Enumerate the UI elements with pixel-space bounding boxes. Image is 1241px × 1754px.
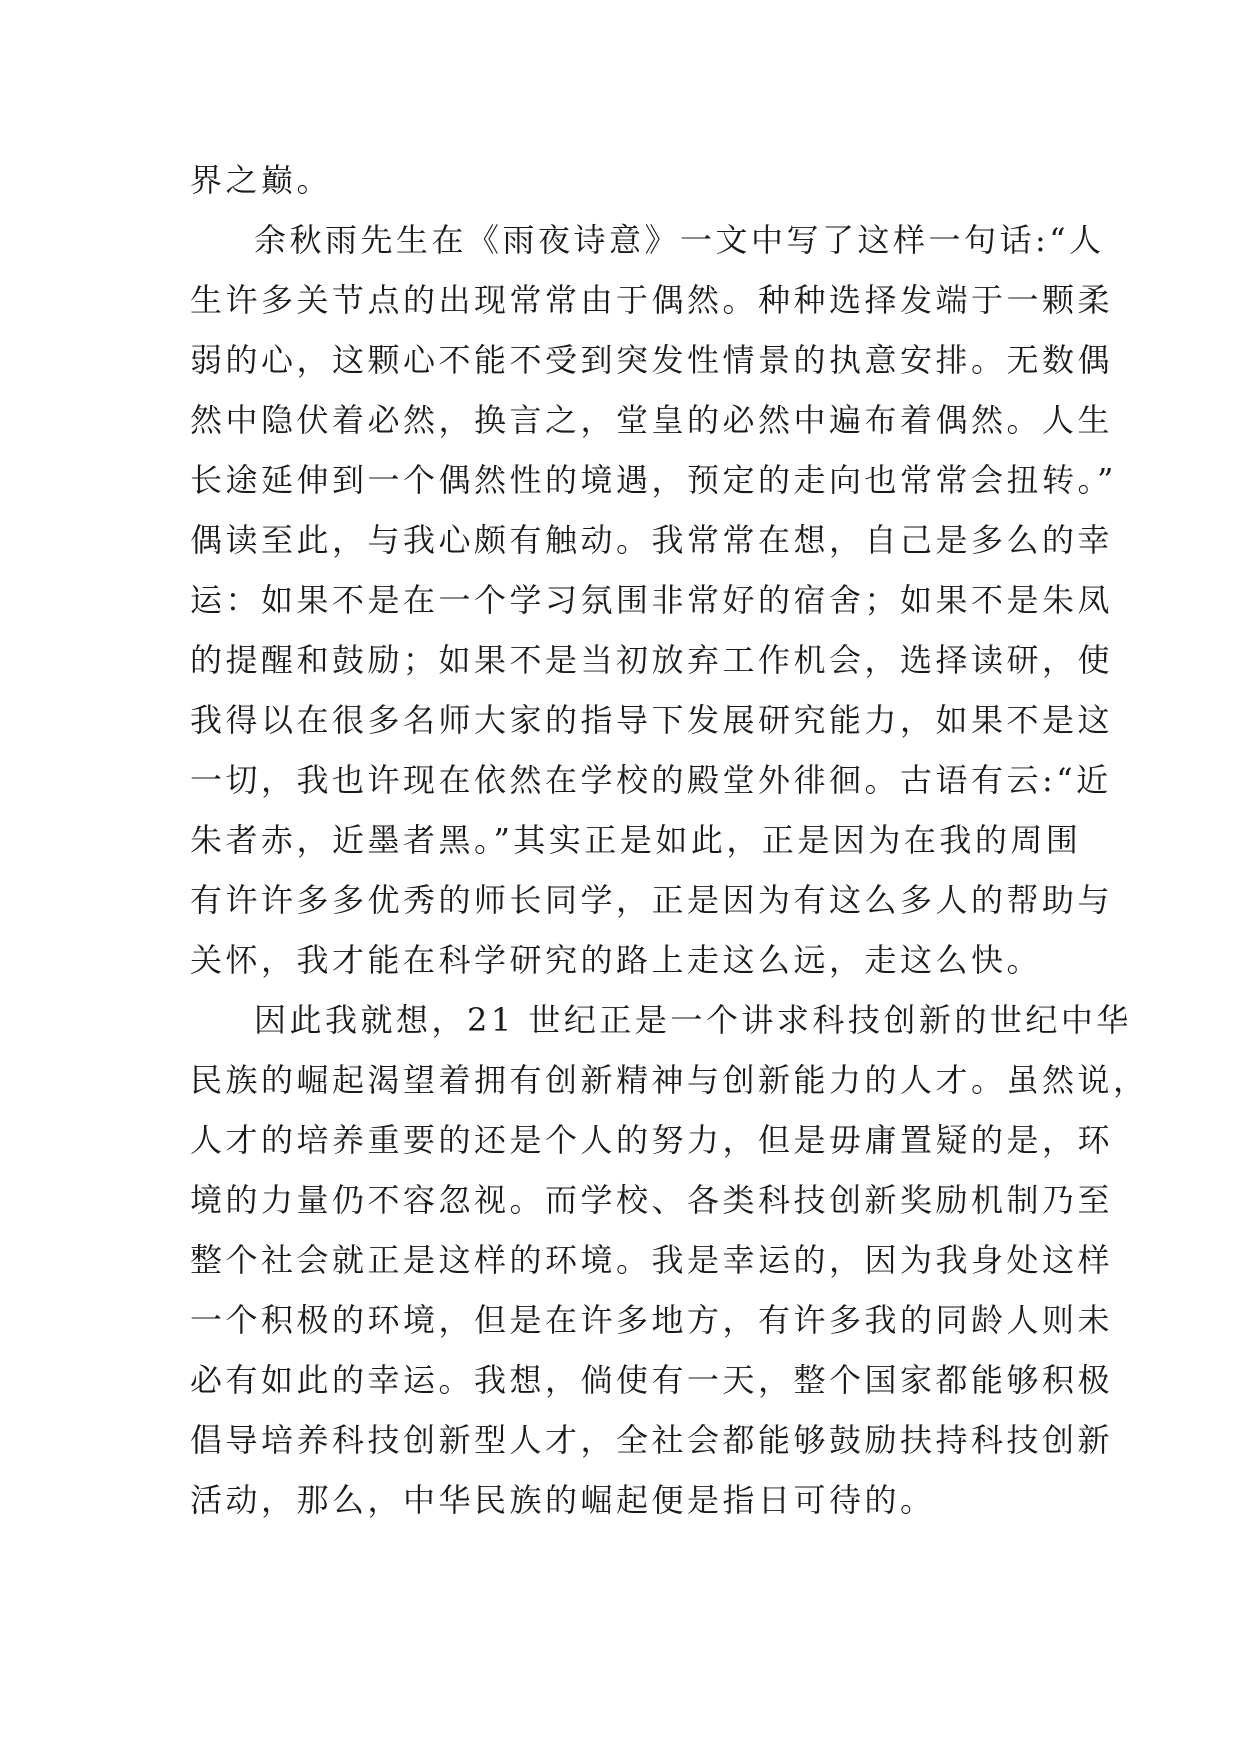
text-line: 然中隐伏着必然，换言之，堂皇的必然中遍布着偶然。人生 bbox=[190, 401, 1114, 439]
text-line: 长途延伸到一个偶然性的境遇，预定的走向也常常会扭转。” bbox=[190, 461, 1117, 499]
paragraph-start-line: 余秋雨先生在《雨夜诗意》一文中写了这样一句话:“人 bbox=[254, 221, 1105, 259]
text-line: 生许多关节点的出现常常由于偶然。种种选择发端于一颗柔 bbox=[190, 281, 1114, 319]
text-line: 弱的心，这颗心不能不受到突发性情景的执意安排。无数偶 bbox=[190, 341, 1114, 379]
document-body bbox=[190, 150, 1149, 1530]
text-line: 倡导培养科技创新型人才，全社会都能够鼓励扶持科技创新 bbox=[190, 1421, 1114, 1459]
text-line: 朱者赤，近墨者黑。”其实正是如此，正是因为在我的周围 bbox=[190, 821, 1082, 859]
text-line: 的提醒和鼓励；如果不是当初放弃工作机会，选择读研，使 bbox=[190, 641, 1114, 679]
text-line: 偶读至此，与我心颇有触动。我常常在想，自己是多么的幸 bbox=[190, 521, 1114, 559]
text-line: 一切，我也许现在依然在学校的殿堂外徘徊。古语有云:“近 bbox=[190, 761, 1112, 799]
text-line: 有许许多多优秀的师长同学，正是因为有这么多人的帮助与 bbox=[190, 881, 1114, 919]
text-line: 界之巅。 bbox=[190, 161, 333, 199]
text-line: 人才的培养重要的还是个人的努力，但是毋庸置疑的是，环 bbox=[190, 1121, 1114, 1159]
paragraph-end-line: 关怀，我才能在科学研究的路上走这么远，走这么快。 bbox=[190, 941, 1043, 979]
text-line: 必有如此的幸运。我想，倘使有一天，整个国家都能够积极 bbox=[190, 1361, 1114, 1399]
text-line: 运：如果不是在一个学习氛围非常好的宿舍；如果不是朱凤 bbox=[190, 581, 1114, 619]
text-line: 民族的崛起渴望着拥有创新精神与创新能力的人才。虽然说， bbox=[190, 1061, 1149, 1099]
text-line: 我得以在很多名师大家的指导下发展研究能力，如果不是这 bbox=[190, 701, 1114, 739]
text-line: 整个社会就正是这样的环境。我是幸运的，因为我身处这样 bbox=[190, 1241, 1114, 1279]
paragraph-start-line: 因此我就想，21 世纪正是一个讲求科技创新的世纪中华 bbox=[254, 1001, 1132, 1039]
text-line: 一个积极的环境，但是在许多地方，有许多我的同龄人则未 bbox=[190, 1301, 1114, 1339]
text-line: 境的力量仍不容忽视。而学校、各类科技创新奖励机制乃至 bbox=[190, 1181, 1114, 1219]
paragraph-end-line: 活动，那么，中华民族的崛起便是指日可待的。 bbox=[190, 1481, 936, 1519]
